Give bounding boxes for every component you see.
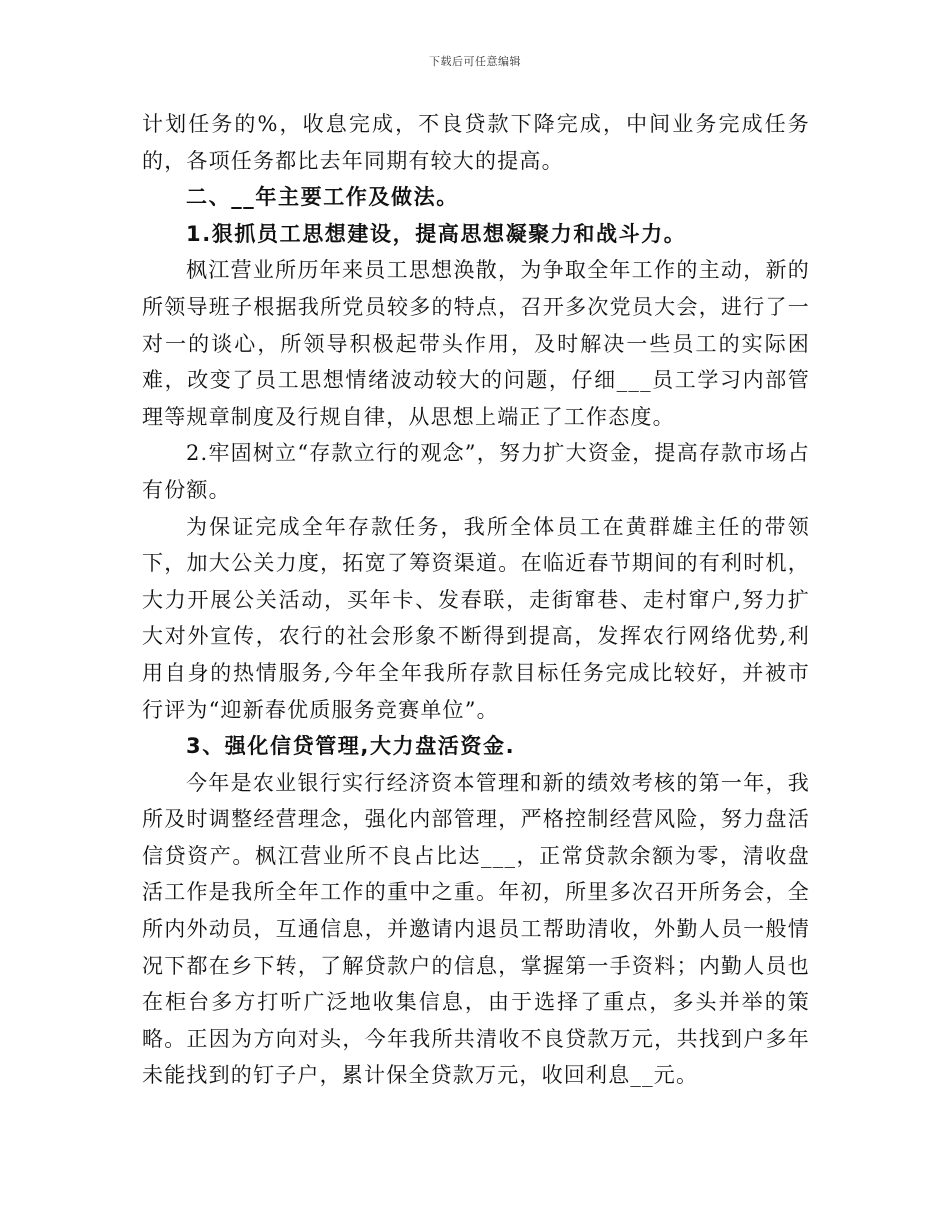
paragraph-credit: 今年是农业银行实行经济资本管理和新的绩效考核的第一年，我所及时调整经营理念，强化内部管理，严格控制经营风险，努力盘活信贷资产。枫江营业所不良占比达___，正常贷款余额为零，清收盘活工作是我所全年工作的重中之重。年初，所里多次召开所务会，全所内外动员，互通信息，并邀请内退员工帮助清收，外勤人员一般情况下都在乡下转，了解贷款户的信息，掌握第一手资料；内勤人员也在柜台多方打听广泛地收集信息，由于选择了重点，多头并举的策略。正因为方向对头，今年我所共清收不良贷款万元，共找到户多年未能找到的钉子户，累计保全贷款万元，收回利息__元。 [142, 770, 810, 1088]
section-heading-credit: 3、强化信贷管理,大力盘活资金. [186, 734, 516, 759]
page-header-note: 下载后可任意编辑 [429, 55, 521, 68]
section-heading-ideology: 1.狠抓员工思想建设，提高思想凝聚力和战斗力。 [186, 221, 687, 246]
paragraph-deposit-heading: 2.牢固树立“存款立行的观念”，努力扩大资金，提高存款市场占有份额。 [142, 441, 810, 502]
document-body [142, 106, 810, 1094]
paragraph-ideology: 枫江营业所历年来员工思想涣散，为争取全年工作的主动，新的所领导班子根据我所党员较多的特点，召开多次党员大会，进行了一对一的谈心，所领导积极起带头作用，及时解决一些员工的实际困难，改变了员工思想情绪波动较大的问题，仔细___员工学习内部管理等规章制度及行规自律，从思想上端正了工作态度。 [142, 258, 810, 429]
section-heading-main-work: 二、__年主要工作及做法。 [186, 185, 459, 210]
paragraph-task-summary: 计划任务的%，收息完成，不良贷款下降完成，中间业务完成任务的，各项任务都比去年同期有较大的提高。 [142, 112, 810, 173]
paragraph-deposit: 为保证完成全年存款任务，我所全体员工在黄群雄主任的带领下，加大公关力度，拓宽了筹资渠道。在临近春节期间的有利时机，大力开展公关活动，买年卡、发春联，走街窜巷、走村窜户,努力扩大对外宣传，农行的社会形象不断得到提高，发挥农行网络优势,利用自身的热情服务,今年全年我所存款目标任务完成比较好，并被市行评为“迎新春优质服务竞赛单位”。 [142, 514, 810, 722]
